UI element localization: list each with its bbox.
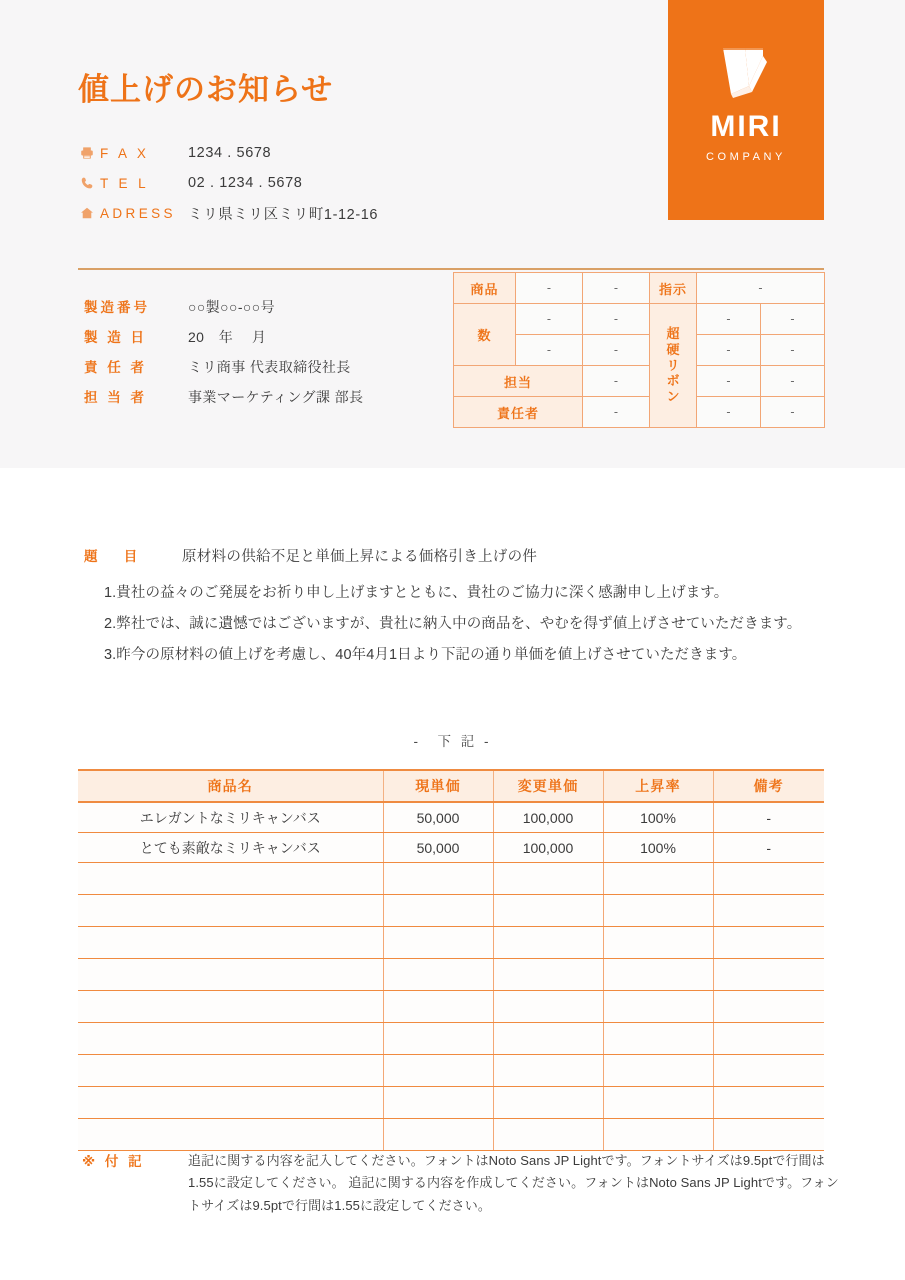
- document-title: 値上げのお知らせ: [78, 72, 334, 107]
- document-meta-list: [84, 296, 444, 416]
- cell-increase-rate[interactable]: 100%: [603, 802, 713, 833]
- ribbon-char: 超: [666, 325, 680, 341]
- cell-empty[interactable]: [383, 895, 493, 927]
- cell-increase-rate[interactable]: 100%: [603, 833, 713, 863]
- cell-empty[interactable]: [383, 1119, 493, 1151]
- contact-list: [80, 140, 540, 230]
- grid-cell[interactable]: -: [697, 366, 761, 397]
- below-heading-label: - 下 記 -: [413, 734, 492, 749]
- cell-empty[interactable]: [603, 927, 713, 959]
- contact-label-tel: T E L: [100, 175, 150, 191]
- subject-text: 原材料の供給不足と単価上昇による価格引き上げの件: [182, 549, 538, 565]
- grid-cell[interactable]: -: [761, 304, 825, 335]
- cell-empty[interactable]: [603, 1055, 713, 1087]
- cell-remarks[interactable]: -: [713, 833, 824, 863]
- column-header-increase-rate: 上昇率: [603, 770, 713, 802]
- header-spec-grid: [453, 272, 825, 428]
- meta-row-contact-person: [84, 386, 444, 416]
- ribbon-char: ン: [666, 389, 680, 405]
- fax-printer-icon: [80, 146, 100, 160]
- cell-empty[interactable]: [78, 1119, 383, 1151]
- price-change-table: [78, 769, 824, 1151]
- meta-row-date: [84, 326, 444, 356]
- cell-empty[interactable]: [493, 1055, 603, 1087]
- footer-note: [82, 1150, 842, 1217]
- cell-empty[interactable]: [603, 991, 713, 1023]
- grid-cell[interactable]: -: [697, 397, 761, 428]
- cell-empty[interactable]: [713, 959, 824, 991]
- logo-subtitle: COMPANY: [705, 151, 786, 163]
- cell-new-price[interactable]: 100,000: [493, 833, 603, 863]
- grid-label-charge: 担当: [454, 366, 583, 397]
- grid-cell[interactable]: -: [516, 335, 583, 366]
- cell-empty[interactable]: [713, 1023, 824, 1055]
- contact-row-address: [80, 200, 540, 226]
- meta-row-serial: [84, 296, 444, 326]
- contact-value-tel: 02 . 1234 . 5678: [188, 175, 303, 191]
- ribbon-chevron-logo-icon: [719, 42, 773, 98]
- table-row: [454, 304, 825, 335]
- phone-icon: [80, 176, 100, 190]
- contact-value-fax: 1234 . 5678: [188, 145, 272, 161]
- logo-name: MIRI: [710, 110, 782, 143]
- subject-row: [84, 545, 537, 566]
- cell-empty[interactable]: [383, 1055, 493, 1087]
- contact-row-fax: [80, 140, 540, 166]
- table-row-empty: [78, 1119, 824, 1151]
- cell-empty[interactable]: [78, 959, 383, 991]
- column-header-current-price: 現単価: [383, 770, 493, 802]
- table-row-empty: [78, 1023, 824, 1055]
- body-line: 2.弊社では、誠に遺憾ではございますが、貴社に納入中の商品を、やむを得ず値上げさせていただきます。: [104, 616, 802, 632]
- cell-empty[interactable]: [713, 895, 824, 927]
- body-line: 3.昨今の原材料の値上げを考慮し、40年4月1日より下記の通り単価を値上げさせていただきます。: [104, 647, 747, 663]
- grid-label-count: 数: [454, 304, 516, 366]
- cell-empty[interactable]: [493, 1087, 603, 1119]
- home-icon: [80, 206, 100, 220]
- cell-empty[interactable]: [603, 1087, 713, 1119]
- grid-cell[interactable]: -: [761, 366, 825, 397]
- grid-label-ribbon: [650, 304, 697, 428]
- table-row: [78, 833, 824, 863]
- grid-label-instruction: 指示: [650, 273, 697, 304]
- company-logo-block: [668, 0, 824, 220]
- cell-empty[interactable]: [713, 991, 824, 1023]
- cell-empty[interactable]: [603, 959, 713, 991]
- grid-label-product: 商品: [454, 273, 516, 304]
- grid-cell[interactable]: -: [761, 397, 825, 428]
- cell-empty[interactable]: [603, 895, 713, 927]
- table-row-empty: [78, 991, 824, 1023]
- grid-cell[interactable]: -: [583, 335, 650, 366]
- body-line: 1.貴社の益々のご発展をお祈り申し上げますとともに、貴社のご協力に深く感謝申し上げます。: [104, 585, 729, 601]
- body-paragraph-list: [104, 586, 844, 679]
- cell-empty[interactable]: [493, 1119, 603, 1151]
- grid-cell[interactable]: -: [761, 335, 825, 366]
- cell-empty[interactable]: [78, 895, 383, 927]
- meta-key-date: 製 造 日: [84, 330, 148, 345]
- cell-empty[interactable]: [78, 863, 383, 895]
- table-row-empty: [78, 895, 824, 927]
- table-row: [454, 273, 825, 304]
- ribbon-char: 硬: [666, 341, 680, 357]
- grid-cell[interactable]: -: [516, 273, 583, 304]
- contact-row-tel: [80, 170, 540, 196]
- meta-value-responsible: ミリ商事 代表取締役社長: [188, 359, 351, 375]
- grid-cell[interactable]: -: [697, 335, 761, 366]
- grid-cell[interactable]: -: [697, 304, 761, 335]
- cell-empty[interactable]: [603, 863, 713, 895]
- meta-key-serial: 製造番号: [84, 300, 150, 315]
- meta-value-contact-person: 事業マーケティング課 部長: [188, 389, 364, 405]
- table-row-empty: [78, 1087, 824, 1119]
- grid-cell[interactable]: -: [697, 273, 825, 304]
- cell-empty[interactable]: [603, 1119, 713, 1151]
- cell-empty[interactable]: [493, 895, 603, 927]
- meta-key-contact-person: 担 当 者: [84, 390, 148, 405]
- table-row-empty: [78, 863, 824, 895]
- table-row: [78, 802, 824, 833]
- cell-current-price[interactable]: 50,000: [383, 802, 493, 833]
- cell-empty[interactable]: [78, 927, 383, 959]
- cell-empty[interactable]: [493, 959, 603, 991]
- grid-label-responsible: 責任者: [454, 397, 583, 428]
- subject-label: 題 目: [84, 549, 141, 564]
- cell-empty[interactable]: [713, 1119, 824, 1151]
- cell-empty[interactable]: [78, 991, 383, 1023]
- contact-label-fax: F A X: [100, 145, 150, 161]
- table-row: [454, 366, 825, 397]
- cell-remarks[interactable]: -: [713, 802, 824, 833]
- cell-empty[interactable]: [78, 1023, 383, 1055]
- cell-empty[interactable]: [383, 927, 493, 959]
- table-row: [454, 397, 825, 428]
- meta-key-responsible: 責 任 者: [84, 360, 148, 375]
- note-text: 追記に関する内容を記入してください。フォントはNoto Sans JP Lightです。フォントサイズは9.5ptで行間は1.55に設定してください。 追記に関する内容を作成してください。フォントはNoto Sans JP Lightです。フォントサイズは9.5ptで行間は1.55に設定してください。: [188, 1153, 839, 1213]
- cell-empty[interactable]: [493, 927, 603, 959]
- grid-cell[interactable]: -: [583, 397, 650, 428]
- header-divider: [78, 268, 824, 270]
- grid-cell[interactable]: -: [583, 273, 650, 304]
- cell-product-name[interactable]: エレガントなミリキャンバス: [78, 802, 383, 833]
- meta-value-serial: ○○製○○-○○号: [188, 299, 275, 315]
- meta-value-date: 20 年 月: [188, 329, 267, 345]
- cell-empty[interactable]: [493, 991, 603, 1023]
- column-header-remarks: 備考: [713, 770, 824, 802]
- column-header-new-price: 変更単価: [493, 770, 603, 802]
- meta-row-responsible: [84, 356, 444, 386]
- ribbon-char: ボ: [666, 373, 680, 389]
- contact-value-address: ミリ県ミリ区ミリ町1-12-16: [188, 206, 379, 223]
- table-header-row: [78, 770, 824, 802]
- cell-empty[interactable]: [383, 991, 493, 1023]
- cell-empty[interactable]: [493, 1023, 603, 1055]
- cell-empty[interactable]: [383, 1023, 493, 1055]
- column-header-product-name: 商品名: [78, 770, 383, 802]
- cell-empty[interactable]: [78, 1087, 383, 1119]
- cell-new-price[interactable]: 100,000: [493, 802, 603, 833]
- grid-cell[interactable]: -: [583, 366, 650, 397]
- cell-empty[interactable]: [603, 1023, 713, 1055]
- cell-empty[interactable]: [493, 863, 603, 895]
- contact-label-address: ADRESS: [100, 205, 176, 221]
- note-label: ※ 付 記: [82, 1154, 145, 1169]
- grid-cell[interactable]: -: [583, 304, 650, 335]
- cell-empty[interactable]: [383, 863, 493, 895]
- cell-current-price[interactable]: 50,000: [383, 833, 493, 863]
- cell-empty[interactable]: [713, 863, 824, 895]
- table-row-empty: [78, 1055, 824, 1087]
- grid-cell[interactable]: -: [516, 304, 583, 335]
- cell-empty[interactable]: [713, 927, 824, 959]
- table-row-empty: [78, 927, 824, 959]
- cell-product-name[interactable]: とても素敵なミリキャンバス: [78, 833, 383, 863]
- cell-empty[interactable]: [383, 1087, 493, 1119]
- cell-empty[interactable]: [713, 1055, 824, 1087]
- table-row-empty: [78, 959, 824, 991]
- ribbon-char: リ: [666, 357, 680, 373]
- cell-empty[interactable]: [383, 959, 493, 991]
- cell-empty[interactable]: [78, 1055, 383, 1087]
- cell-empty[interactable]: [713, 1087, 824, 1119]
